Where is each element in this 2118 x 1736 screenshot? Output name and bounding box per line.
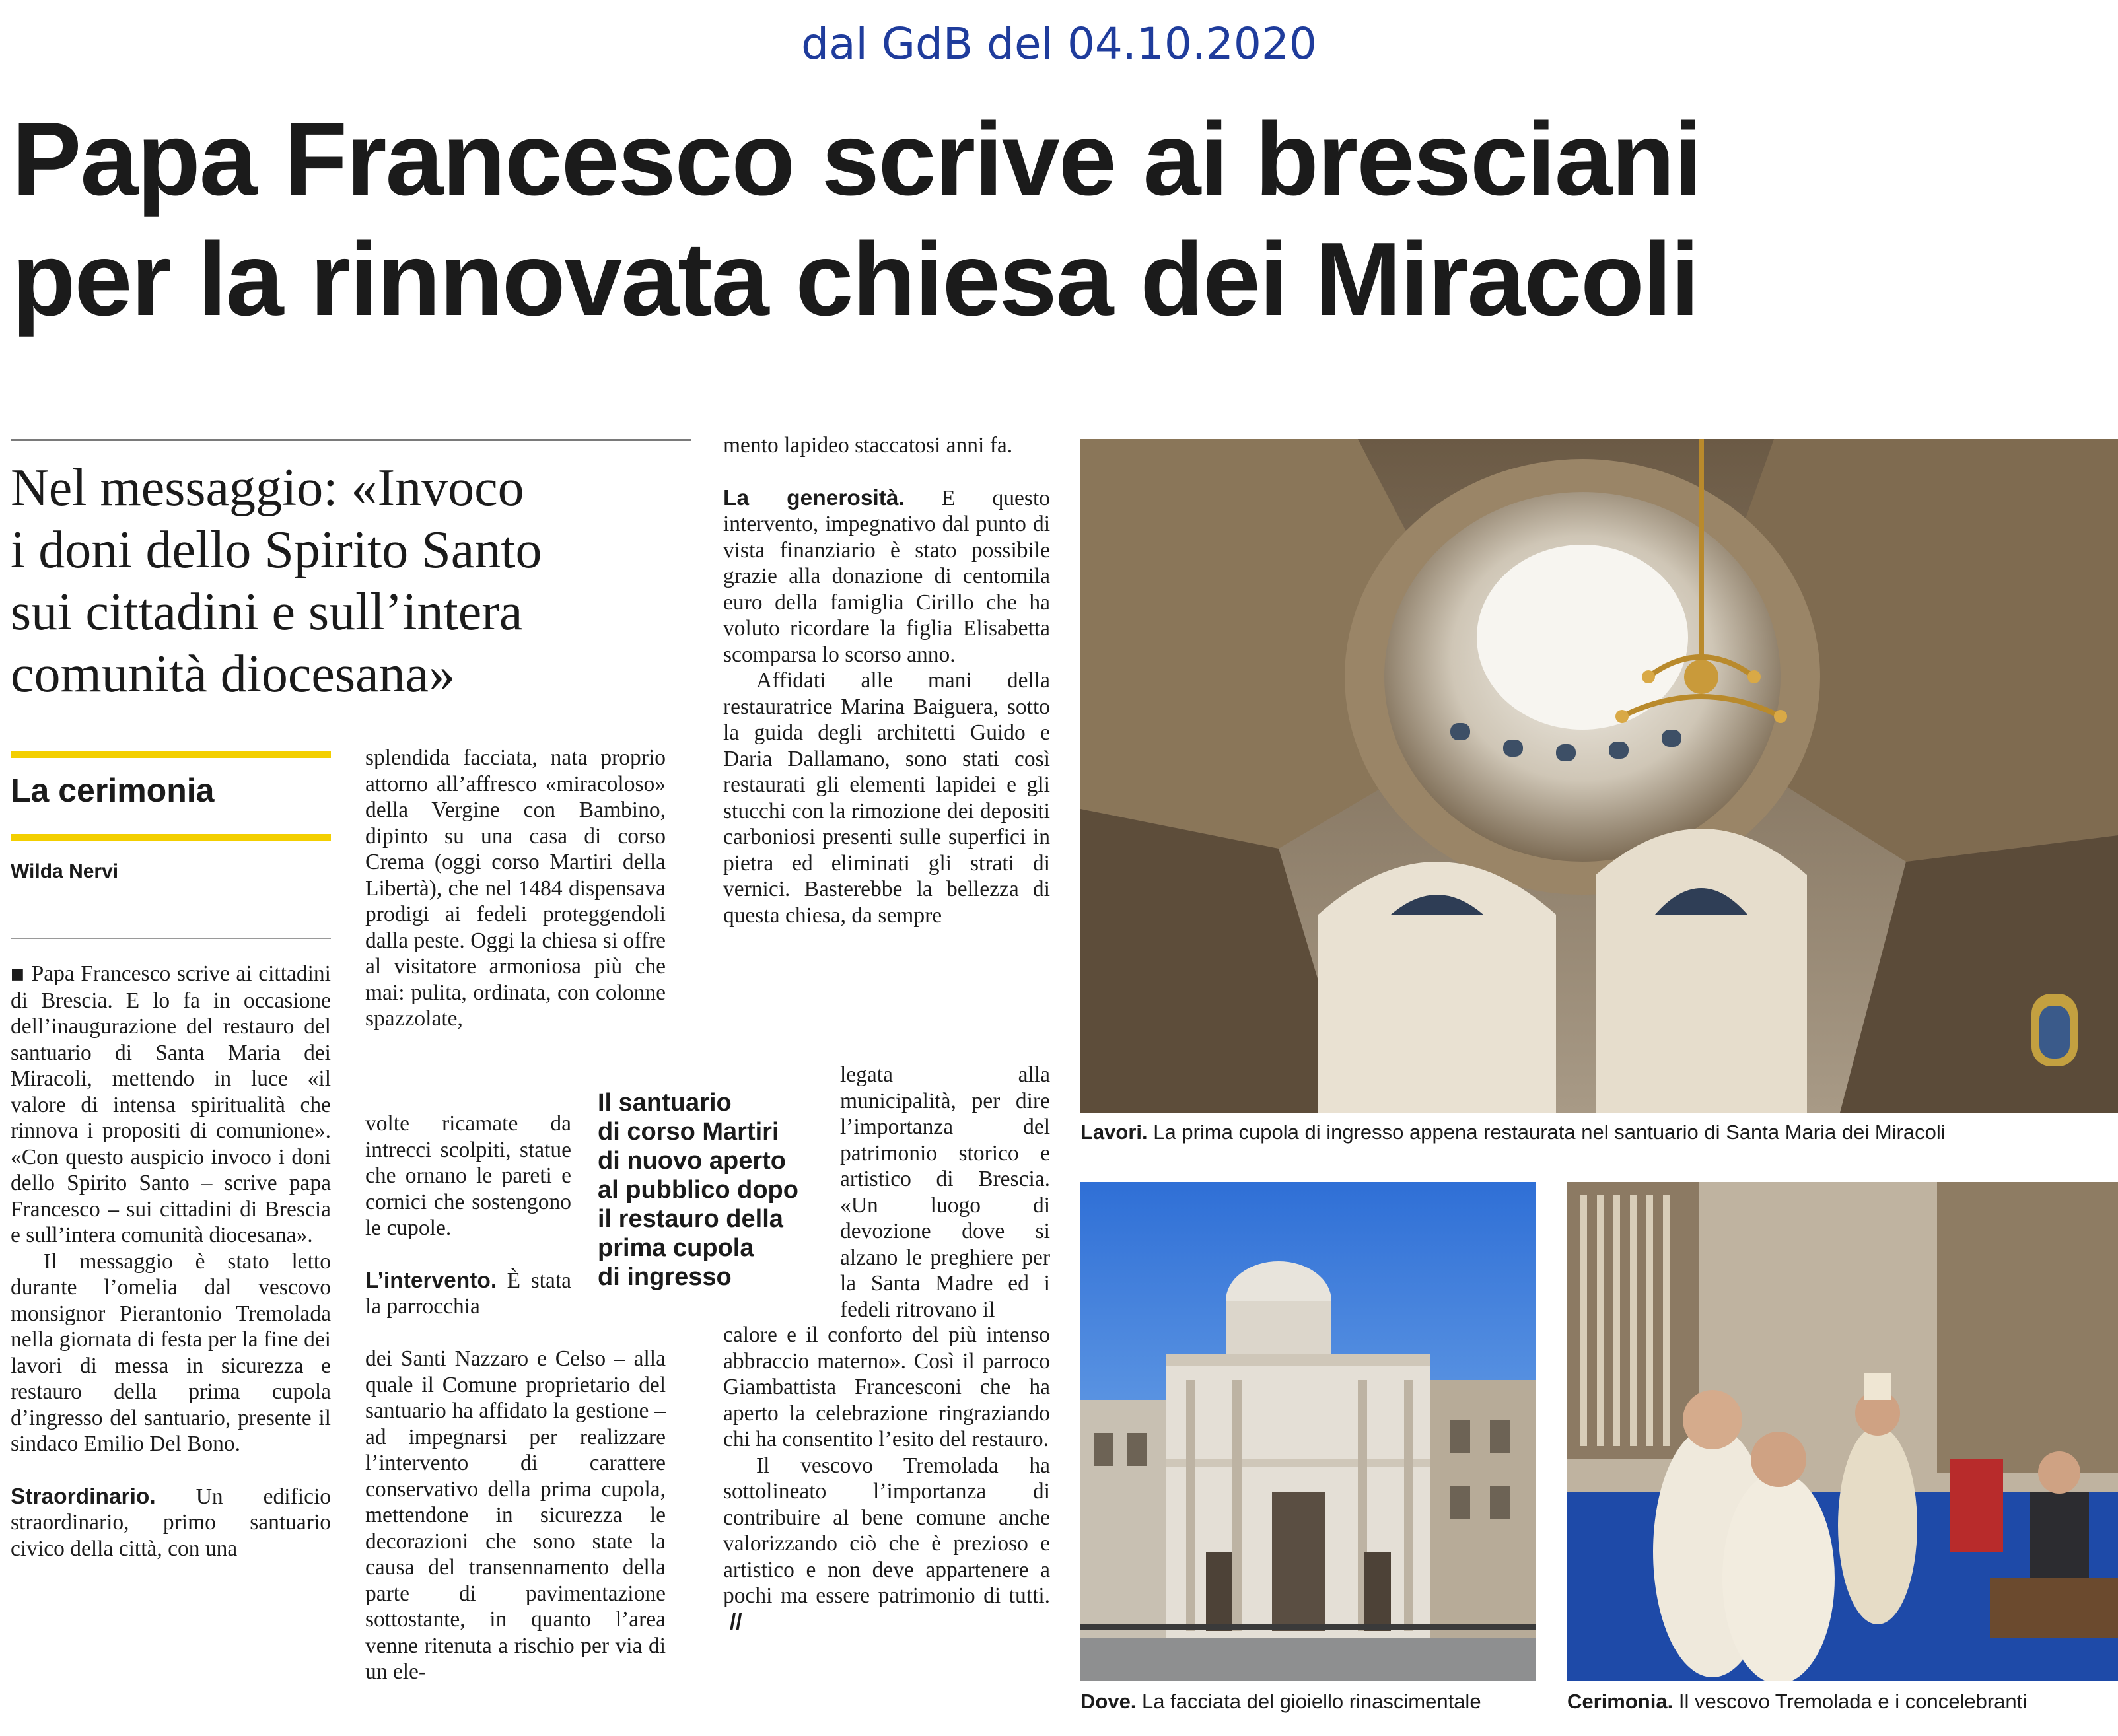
paragraph: volte ricamate da intrecci scolpiti, statue che ornano le pareti e cornici che sostengono le cupole.: [365, 1111, 571, 1240]
subhead-line-4: comunità diocesana»: [11, 645, 456, 703]
kicker: La cerimonia: [11, 772, 215, 809]
subhead-top-rule: [11, 439, 691, 441]
article-column-3-narrow: [840, 1062, 1050, 1323]
paragraph: splendida facciata, nata proprio attorno all’affresco «miracoloso» della Vergine con Bambino, dipinto su una casa di corso Crema (oggi corso Martiri della Libertà), che nel 1484 dispensava prodigi ai fedeli proteggendoli dalla peste. Oggi la chiesa si offre al visitatore armoniosa più che mai: pulita, ordinata, con colonne spazzolate,: [365, 746, 666, 1031]
lead-paragraph: ■ Papa Francesco scrive ai cittadini di Brescia. E lo fa in occasione dell’inaugurazione del restauro del santuario di Santa Maria dei Miracoli, mettendo in luce «il valore di intensa spiritualità che rinnova i propositi di comunione». «Con questo auspicio invoco i doni dello Spirito Santo – scrive papa Francesco – sui cittadini di Brescia e sull’intera comunità diocesana».: [11, 961, 331, 1247]
caption-dove: Dove. La facciata del gioiello rinascimentale: [1080, 1690, 1481, 1713]
photo-facade: [1080, 1182, 1536, 1681]
end-mark: //: [730, 1609, 742, 1634]
kicker-bottom-bar: [11, 834, 331, 841]
subhead-line-1: Nel messaggio: «Invoco: [11, 459, 524, 517]
headline-line-1: Papa Francesco scrive ai bresciani: [12, 101, 1702, 217]
paragraph: Il vescovo Tremolada ha sottolineato l’importanza di contribuire al bene comune anche valorizzando ciò che è prezioso e artistico e non deve appartenere a pochi ma essere patrimonio di tutti. //: [723, 1453, 1050, 1634]
caption-cerimonia: Cerimonia. Il vescovo Tremolada e i concelebranti: [1567, 1690, 2028, 1713]
article-column-1: [11, 961, 331, 1562]
photo-ceremony: [1567, 1182, 2118, 1681]
paragraph: calore e il conforto del più intenso abbraccio materno». Così il parroco Giambattista Francesconi che ha aperto la celebrazione ringraziando chi ha consentito l’esito del restauro.: [723, 1323, 1050, 1451]
subhead: [11, 457, 671, 705]
subhead-line-3: sui cittadini e sull’intera: [11, 583, 523, 641]
kicker-top-bar: [11, 751, 331, 758]
paragraph: La generosità. E questo intervento, impegnativo dal punto di vista finanziario è stato possibile grazie alla donazione di centomila euro della famiglia Cirillo che ha voluto ricordare la figlia Elisabetta scomparsa lo scorso anno.: [723, 485, 1050, 667]
paragraph: legata alla municipalità, per dire l’importanza del patrimonio storico e artistico di Brescia. «Un luogo di devozione dove si alzano le preghiere per la Santa Madre ed i fedeli ritrovano il: [840, 1062, 1050, 1322]
headline-line-2: per la rinnovata chiesa dei Miracoli: [12, 221, 1699, 337]
caption-lavori: Lavori. La prima cupola di ingresso appena restaurata nel santuario di Santa Maria dei Miracoli: [1080, 1121, 1946, 1144]
article-column-2-top: [365, 745, 666, 1032]
square-bullet-icon: ■: [11, 966, 26, 983]
byline-rule: [11, 938, 331, 939]
article-column-3-bottom: [723, 1322, 1050, 1635]
paragraph: Affidati alle mani della restauratrice Marina Baiguera, sotto la guida degli architetti Guido e Daria Dallamano, sono stati così restaurati gli elementi lapidei e gli stucchi con la rimozione dei depositi carboniosi presenti sulle superfici in pietra ed eliminati gli strati di vernici. Basterebbe la bellezza di questa chiesa, da sempre: [723, 668, 1050, 928]
article-column-2-narrow: [365, 1111, 571, 1320]
headline: [12, 99, 2105, 339]
paragraph: dei Santi Nazzaro e Celso – alla quale il Comune proprietario del santuario ha affidato la gestione – ad impegnarsi per realizzare l’intervento di carattere conservativo della prima cupola, mettendone in sicurezza le decorazioni che sono state la causa del transennamento della parte di pavimentazione sottostante, in quanto l’area venne ritenuta a rischio per via di un ele-: [365, 1346, 666, 1684]
paragraph: Straordinario. Un edificio straordinario, primo santuario civico della città, con una: [11, 1484, 332, 1561]
article-column-2-bottom: [365, 1346, 666, 1685]
byline: Wilda Nervi: [11, 860, 119, 882]
source-tag: dal GdB del 04.10.2020: [801, 18, 1317, 69]
article-column-3-top: [723, 433, 1050, 928]
subhead-line-2: i doni dello Spirito Santo: [11, 521, 542, 579]
photo-dome-interior: [1080, 439, 2118, 1113]
pull-quote: Il santuario di corso Martiri di nuovo aperto al pubblico dopo il restauro della prima cupola di ingresso: [598, 1089, 798, 1291]
paragraph: mento lapideo staccatosi anni fa.: [723, 433, 1013, 458]
paragraph: Il messaggio è stato letto durante l’omelia dal vescovo monsignor Pierantonio Tremolada nella giornata di festa per la fine dei lavori di messa in sicurezza e restauro della prima cupola d’ingresso del santuario, presente il sindaco Emilio Del Bono.: [11, 1249, 331, 1456]
paragraph: L’intervento. È stata la parrocchia: [365, 1268, 571, 1319]
